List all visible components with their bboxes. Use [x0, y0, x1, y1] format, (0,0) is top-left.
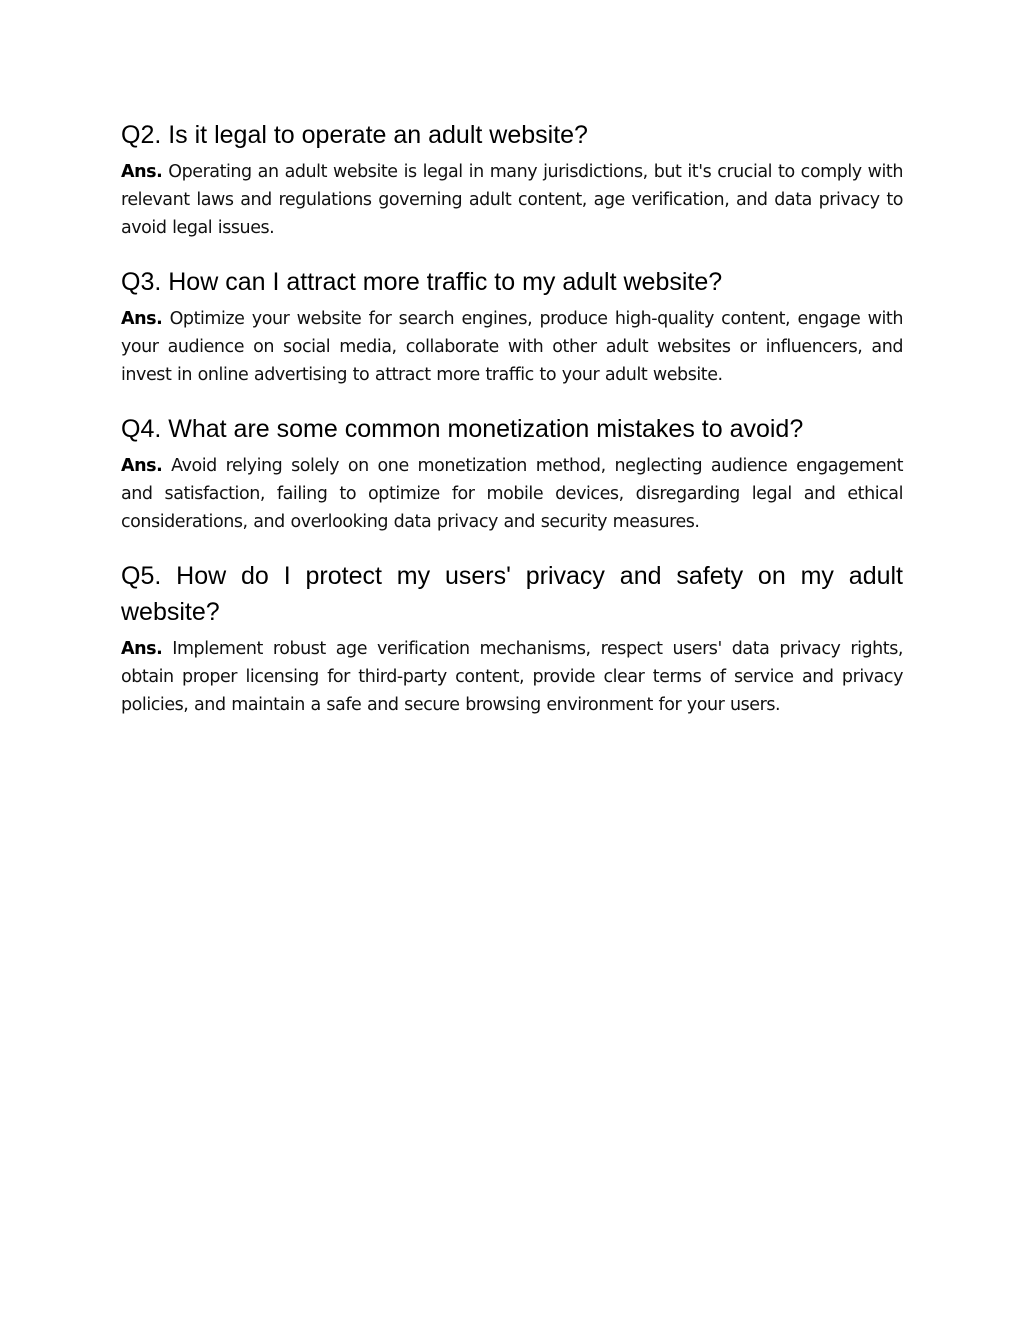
answer-label: Ans.: [121, 309, 163, 329]
faq-question: Q5. How do I protect my users' privacy and safety on my adult website?: [121, 562, 903, 626]
faq-item-q3: [121, 264, 903, 389]
faq-question: Q2. Is it legal to operate an adult website?: [121, 121, 588, 149]
faq-answer: [121, 452, 903, 536]
answer-text: Operating an adult website is legal in many jurisdictions, but it's crucial to comply with relevant laws and regulations governing adult content, age verification, and data privacy to avoid legal issues.: [121, 162, 903, 238]
faq-answer: [121, 635, 903, 719]
faq-answer: [121, 158, 903, 242]
faq-item-q4: [121, 411, 903, 536]
faq-answer: [121, 305, 903, 389]
answer-label: Ans.: [121, 162, 163, 182]
answer-text: Optimize your website for search engines, produce high-quality content, engage with your audience on social media, collaborate with other adult websites or influencers, and invest in online advertising to attract more traffic to your adult website.: [121, 309, 903, 385]
faq-question: Q4. What are some common monetization mistakes to avoid?: [121, 415, 804, 443]
answer-text: Implement robust age verification mechanisms, respect users' data privacy rights, obtain proper licensing for third-party content, provide clear terms of service and privacy policies, and maintain a safe and secure browsing environment for your users.: [121, 639, 903, 715]
answer-label: Ans.: [121, 639, 163, 659]
faq-item-q2: [121, 117, 903, 242]
document-page: [121, 117, 903, 741]
faq-item-q5: [121, 558, 903, 719]
faq-question: Q3. How can I attract more traffic to my adult website?: [121, 268, 723, 296]
answer-label: Ans.: [121, 456, 163, 476]
answer-text: Avoid relying solely on one monetization method, neglecting audience engagement and satisfaction, failing to optimize for mobile devices, disregarding legal and ethical considerations, and overlooking data privacy and security measures.: [121, 456, 903, 532]
